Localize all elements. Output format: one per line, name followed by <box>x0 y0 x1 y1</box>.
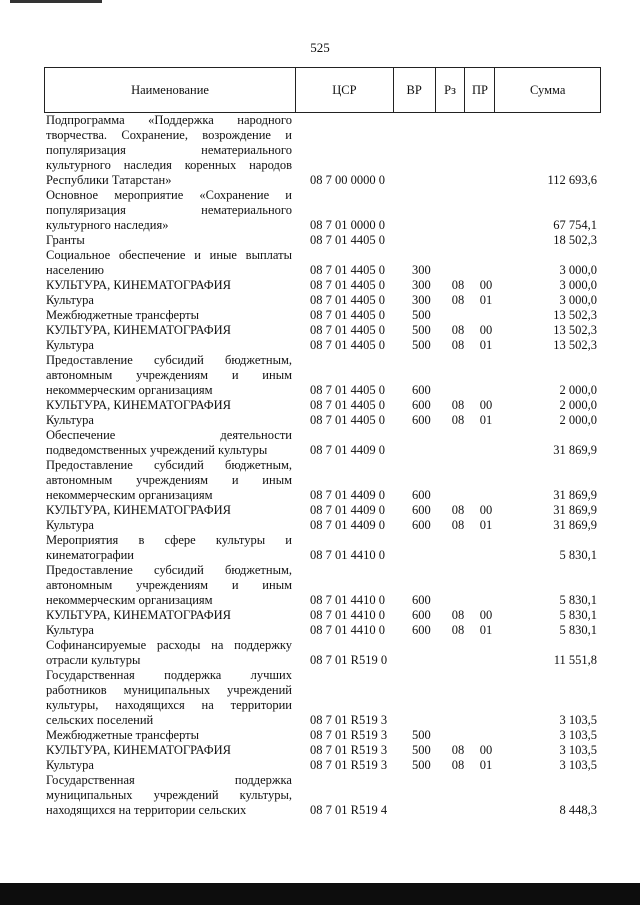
row-name-line: Гранты <box>46 233 85 247</box>
row-vr: 500 <box>412 308 431 322</box>
row-name-line: Предоставление субсидий бюджетным, <box>46 563 292 577</box>
row-csr: 08 7 01 R519 0 <box>310 653 388 667</box>
scan-bottom-edge <box>0 883 640 905</box>
row-rz: 08 <box>451 758 465 772</box>
row-sum: 5 830,1 <box>559 623 597 637</box>
row-sum: 31 869,9 <box>553 488 597 502</box>
row-sum: 13 502,3 <box>553 323 597 337</box>
budget-table <box>44 67 601 818</box>
row-sum: 3 103,5 <box>559 743 597 757</box>
row-name <box>44 623 296 638</box>
row-sum: 5 830,1 <box>559 548 597 562</box>
row-sum: 112 693,6 <box>547 173 597 187</box>
table-row <box>44 248 601 278</box>
row-name <box>44 323 296 338</box>
row-name-line: КУЛЬТУРА, КИНЕМАТОГРАФИЯ <box>46 503 231 517</box>
row-pr: 01 <box>479 413 493 427</box>
row-csr: 08 7 01 4405 0 <box>310 308 385 322</box>
row-csr: 08 7 01 4405 0 <box>310 398 385 412</box>
row-csr: 08 7 01 4405 0 <box>310 338 385 352</box>
row-name <box>44 728 296 743</box>
row-name <box>44 518 296 533</box>
row-csr: 08 7 01 4405 0 <box>310 263 385 277</box>
row-name <box>44 668 296 728</box>
table-row <box>44 113 601 188</box>
row-csr: 08 7 01 R519 3 <box>310 728 388 742</box>
row-rz: 08 <box>451 398 465 412</box>
row-name-line: Софинансируемые расходы на поддержку <box>46 638 292 652</box>
row-sum: 18 502,3 <box>553 233 597 247</box>
row-sum: 8 448,3 <box>559 803 597 817</box>
row-name-line: Культура <box>46 623 94 637</box>
row-name-line: Предоставление субсидий бюджетным, <box>46 458 292 472</box>
row-sum: 3 103,5 <box>559 713 597 727</box>
row-name-line: культурного наследия» <box>46 218 169 232</box>
row-name-line: КУЛЬТУРА, КИНЕМАТОГРАФИЯ <box>46 278 231 292</box>
row-sum: 2 000,0 <box>559 383 597 397</box>
row-name <box>44 428 296 458</box>
row-vr: 500 <box>412 338 431 352</box>
row-vr: 600 <box>412 398 431 412</box>
row-csr: 08 7 01 4405 0 <box>310 323 385 337</box>
row-pr: 01 <box>479 338 493 352</box>
row-name <box>44 533 296 563</box>
row-csr: 08 7 01 4409 0 <box>310 443 385 457</box>
row-rz: 08 <box>451 338 465 352</box>
row-vr: 600 <box>412 488 431 502</box>
row-name-line: автономным учреждениям и иным <box>46 368 292 382</box>
row-vr: 600 <box>412 608 431 622</box>
row-csr: 08 7 01 4410 0 <box>310 608 385 622</box>
row-name <box>44 638 296 668</box>
row-name-line: КУЛЬТУРА, КИНЕМАТОГРАФИЯ <box>46 323 231 337</box>
row-sum: 13 502,3 <box>553 338 597 352</box>
row-vr: 500 <box>412 728 431 742</box>
row-sum: 3 000,0 <box>559 293 597 307</box>
row-vr: 600 <box>412 383 431 397</box>
row-rz: 08 <box>451 413 465 427</box>
table-row <box>44 638 601 668</box>
row-vr: 600 <box>412 623 431 637</box>
row-pr: 01 <box>479 623 493 637</box>
row-rz: 08 <box>451 293 465 307</box>
row-name-line: популяризация нематериального <box>46 203 292 217</box>
row-rz: 08 <box>451 278 465 292</box>
row-name-line: некоммерческим организациям <box>46 383 213 397</box>
table-row <box>44 728 601 743</box>
row-vr: 500 <box>412 743 431 757</box>
row-name <box>44 608 296 623</box>
row-sum: 11 551,8 <box>553 653 597 667</box>
row-name <box>44 398 296 413</box>
row-name-line: Республики Татарстан» <box>46 173 172 187</box>
header-sum: Сумма <box>529 82 566 97</box>
row-pr: 00 <box>479 278 493 292</box>
row-name-line: Государственная поддержка лучших <box>46 668 292 682</box>
table-row <box>44 293 601 308</box>
table-row <box>44 503 601 518</box>
row-name <box>44 758 296 773</box>
table-row <box>44 308 601 323</box>
table-row <box>44 338 601 353</box>
row-vr: 500 <box>412 323 431 337</box>
row-name-line: Культура <box>46 413 94 427</box>
row-name-line: автономным учреждениям и иным <box>46 473 292 487</box>
row-name-line: кинематографии <box>46 548 135 562</box>
row-name-line: Межбюджетные трансферты <box>46 308 200 322</box>
row-name-line: Культура <box>46 293 94 307</box>
scan-edge-mark <box>10 0 102 3</box>
table-row <box>44 458 601 503</box>
row-sum: 2 000,0 <box>559 398 597 412</box>
row-rz: 08 <box>451 608 465 622</box>
row-name <box>44 563 296 608</box>
row-pr: 00 <box>479 608 493 622</box>
row-vr: 300 <box>412 293 431 307</box>
row-sum: 5 830,1 <box>559 593 597 607</box>
row-name <box>44 293 296 308</box>
row-vr: 600 <box>412 518 431 532</box>
row-name-line: Мероприятия в сфере культуры и <box>46 533 292 547</box>
row-name-line: Культура <box>46 518 94 532</box>
row-name-line: находящихся на территории сельских <box>46 803 247 817</box>
row-sum: 3 000,0 <box>559 263 597 277</box>
row-csr: 08 7 01 0000 0 <box>310 218 385 232</box>
table-row <box>44 233 601 248</box>
table-row <box>44 413 601 428</box>
table-row <box>44 623 601 638</box>
row-csr: 08 7 01 4405 0 <box>310 278 385 292</box>
table-row <box>44 188 601 233</box>
row-sum: 31 869,9 <box>553 503 597 517</box>
row-name-line: отрасли культуры <box>46 653 141 667</box>
row-name <box>44 248 296 278</box>
row-name-line: культуры, находящихся на территории <box>46 698 292 712</box>
row-sum: 31 869,9 <box>553 518 597 532</box>
row-name <box>44 503 296 518</box>
row-name <box>44 458 296 503</box>
row-name <box>44 338 296 353</box>
row-name-line: Социальное обеспечение и иные выплаты <box>46 248 292 262</box>
row-csr: 08 7 01 4405 0 <box>310 413 385 427</box>
row-name-line: популяризация нематериального <box>46 143 292 157</box>
row-name <box>44 188 296 233</box>
row-name-line: сельских поселений <box>46 713 154 727</box>
row-name-line: КУЛЬТУРА, КИНЕМАТОГРАФИЯ <box>46 743 231 757</box>
row-name <box>44 113 296 188</box>
row-name-line: работников муниципальных учреждений <box>46 683 292 697</box>
row-sum: 3 000,0 <box>559 278 597 292</box>
row-pr: 00 <box>479 743 493 757</box>
row-name <box>44 743 296 758</box>
row-csr: 08 7 01 4405 0 <box>310 233 385 247</box>
table-row <box>44 608 601 623</box>
table-body <box>44 113 601 818</box>
table-row <box>44 758 601 773</box>
row-csr: 08 7 01 4409 0 <box>310 518 385 532</box>
row-sum: 67 754,1 <box>553 218 597 232</box>
table-row <box>44 323 601 338</box>
row-sum: 5 830,1 <box>559 608 597 622</box>
row-csr: 08 7 01 4405 0 <box>310 293 385 307</box>
row-name-line: Предоставление субсидий бюджетным, <box>46 353 292 367</box>
row-name-line: Основное мероприятие «Сохранение и <box>46 188 292 202</box>
row-csr: 08 7 01 4410 0 <box>310 623 385 637</box>
header-vr: ВР <box>394 68 436 112</box>
row-name-line: Культура <box>46 758 94 772</box>
row-name-line: автономным учреждениям и иным <box>46 578 292 592</box>
row-csr: 08 7 01 R519 3 <box>310 713 388 727</box>
row-name-line: муниципальных учреждений культуры, <box>46 788 292 802</box>
row-vr: 300 <box>412 263 431 277</box>
row-name <box>44 278 296 293</box>
row-name-line: некоммерческим организациям <box>46 593 213 607</box>
row-sum: 31 869,9 <box>553 443 597 457</box>
row-vr: 300 <box>412 278 431 292</box>
row-name <box>44 413 296 428</box>
row-name-line: КУЛЬТУРА, КИНЕМАТОГРАФИЯ <box>46 608 231 622</box>
row-name-line: творчества. Сохранение, возрождение и <box>46 128 292 142</box>
row-pr: 01 <box>479 518 493 532</box>
header-rz: Рз <box>436 68 466 112</box>
row-csr: 08 7 01 4405 0 <box>310 383 385 397</box>
header-name: Наименование <box>45 68 296 112</box>
row-sum: 13 502,3 <box>553 308 597 322</box>
row-pr: 00 <box>479 323 493 337</box>
row-name-line: Государственная поддержка <box>46 773 292 787</box>
row-rz: 08 <box>451 323 465 337</box>
row-csr: 08 7 01 R519 4 <box>310 803 388 817</box>
row-name-line: Культура <box>46 338 94 352</box>
row-name-line: КУЛЬТУРА, КИНЕМАТОГРАФИЯ <box>46 398 231 412</box>
row-name <box>44 233 296 248</box>
row-name-line: Межбюджетные трансферты <box>46 728 200 742</box>
row-pr: 01 <box>479 293 493 307</box>
row-name-line: Обеспечение деятельности <box>46 428 292 442</box>
table-row <box>44 668 601 728</box>
row-csr: 08 7 01 4409 0 <box>310 503 385 517</box>
table-row <box>44 533 601 563</box>
row-name-line: Подпрограмма «Поддержка народного <box>46 113 292 127</box>
page-number: 525 <box>310 40 330 55</box>
table-row <box>44 563 601 608</box>
table-row <box>44 278 601 293</box>
row-csr: 08 7 01 4410 0 <box>310 548 385 562</box>
row-sum: 2 000,0 <box>559 413 597 427</box>
row-sum: 3 103,5 <box>559 728 597 742</box>
row-name-line: некоммерческим организациям <box>46 488 213 502</box>
row-rz: 08 <box>451 518 465 532</box>
row-name-line: населению <box>46 263 104 277</box>
row-pr: 01 <box>479 758 493 772</box>
row-rz: 08 <box>451 503 465 517</box>
row-name <box>44 773 296 818</box>
row-vr: 600 <box>412 593 431 607</box>
row-sum: 3 103,5 <box>559 758 597 772</box>
row-rz: 08 <box>451 623 465 637</box>
header-csr: ЦСР <box>296 68 394 112</box>
table-row <box>44 353 601 398</box>
row-csr: 08 7 01 4410 0 <box>310 593 385 607</box>
header-pr: ПР <box>465 68 495 112</box>
table-row <box>44 428 601 458</box>
row-vr: 500 <box>412 758 431 772</box>
row-name-line: культурного наследия коренных народов <box>46 158 292 172</box>
row-csr: 08 7 01 R519 3 <box>310 743 388 757</box>
row-csr: 08 7 00 0000 0 <box>310 173 385 187</box>
table-header <box>44 67 601 113</box>
row-csr: 08 7 01 R519 3 <box>310 758 388 772</box>
row-rz: 08 <box>451 743 465 757</box>
table-row <box>44 743 601 758</box>
row-pr: 00 <box>479 503 493 517</box>
row-name <box>44 353 296 398</box>
table-row <box>44 398 601 413</box>
row-pr: 00 <box>479 398 493 412</box>
row-name-line: подведомственных учреждений культуры <box>46 443 268 457</box>
row-name <box>44 308 296 323</box>
table-row <box>44 518 601 533</box>
row-vr: 600 <box>412 503 431 517</box>
row-vr: 600 <box>412 413 431 427</box>
table-row <box>44 773 601 818</box>
row-csr: 08 7 01 4409 0 <box>310 488 385 502</box>
